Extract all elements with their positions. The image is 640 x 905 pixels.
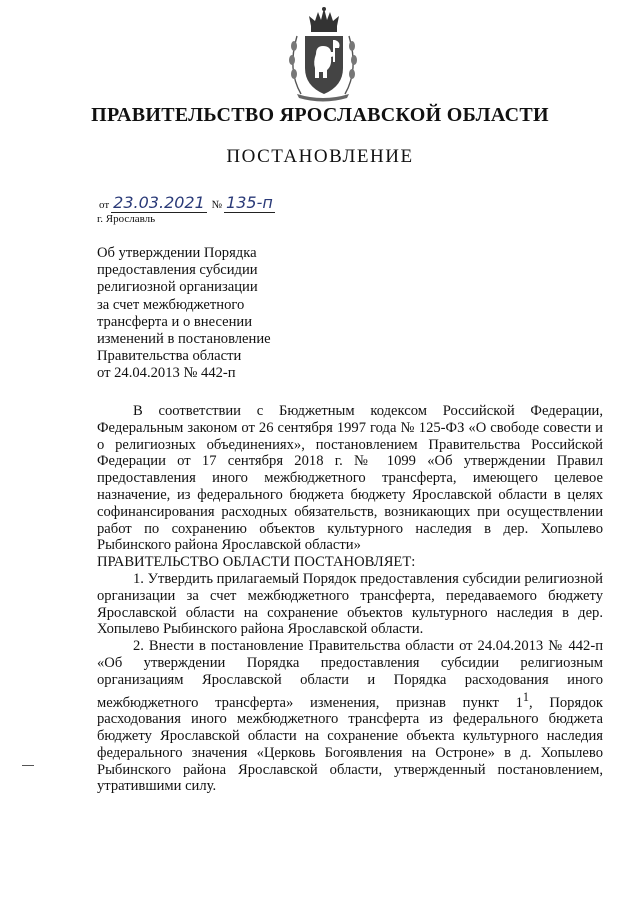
preamble-paragraph: В соответствии с Бюджетным кодексом Российской Федерации, Федеральным законом от 26 сентября 1997 года № 125-ФЗ «О свободе совести и о религиозных объединениях», постановлением Правительства Российской Федерации от 17 сентября 2018 г. № 1099 «Об утверждении Правил предоставления иного межбюджетного трансферта, имеющего целевое назначение, из федерального бюджета бюджету Ярославской области в целях софинансирования расходных обязательств, возникающих при осуществлении работ по сохранению объектов культурного наследия в дер. Хопылево Рыбинского района Ярославской области» <box>97 403 603 554</box>
item-2-text-start: 2. Внести в постановление Правительства области от 24.04.2013 № 442-п «Об утверждении Порядка предоставления субсидии религиозным организациям Ярославской области и Порядка расходования иного межбюджетного трансферта» изменения, признав пункт 1 <box>97 638 603 711</box>
subject-line: Правительства области <box>97 348 242 365</box>
subject-line: Об утверждении Порядка <box>97 245 257 261</box>
margin-mark <box>22 765 34 766</box>
document-body <box>97 403 603 795</box>
item-2-text-end: , Порядок расходования иного межбюджетного трансферта из федерального бюджета бюджету Ярославской области на сохранение объекта культурного наследия федерального значения «Церковь Богоявления на Остроне» в д. Хопылево Рыбинского района Ярославской области, утвержденный постановлением, утратившими силу. <box>97 694 603 795</box>
government-title: ПРАВИТЕЛЬСТВО ЯРОСЛАВСКОЙ ОБЛАСТИ <box>91 104 549 126</box>
date-number-line <box>97 193 275 212</box>
subject-line: трансферта и о внесении <box>97 313 253 330</box>
subject-line: за счет межбюджетного <box>97 296 245 313</box>
item-1-paragraph: 1. Утвердить прилагаемый Порядок предоставления субсидии религиозной организации за счет межбюджетного трансферта, передаваемого бюджету Ярославской области на сохранение объектов культурного наследия в дер. Хопылево Рыбинского района Ярославской области. <box>97 570 603 638</box>
resolves-heading: ПРАВИТЕЛЬСТВО ОБЛАСТИ ПОСТАНОВЛЯЕТ: <box>97 554 416 571</box>
subject-line: предоставления субсидии <box>97 262 258 279</box>
city: г. Ярославль <box>97 213 156 225</box>
item-2-superscript: 1 <box>522 689 529 704</box>
subject-line: изменений в постановление <box>97 331 271 348</box>
handwritten-number: 135-п <box>226 193 273 212</box>
handwritten-date: 23.03.2021 <box>113 193 205 212</box>
document-subject <box>97 245 337 383</box>
number-prefix: № <box>211 199 223 211</box>
subject-line: религиозной организации <box>97 279 258 296</box>
date-prefix: от <box>99 199 110 211</box>
item-2-paragraph <box>97 638 603 795</box>
subject-line: от 24.04.2013 № 442-п <box>97 365 236 382</box>
document-type: ПОСТАНОВЛЕНИЕ <box>226 146 414 167</box>
coat-of-arms-icon <box>283 6 363 102</box>
